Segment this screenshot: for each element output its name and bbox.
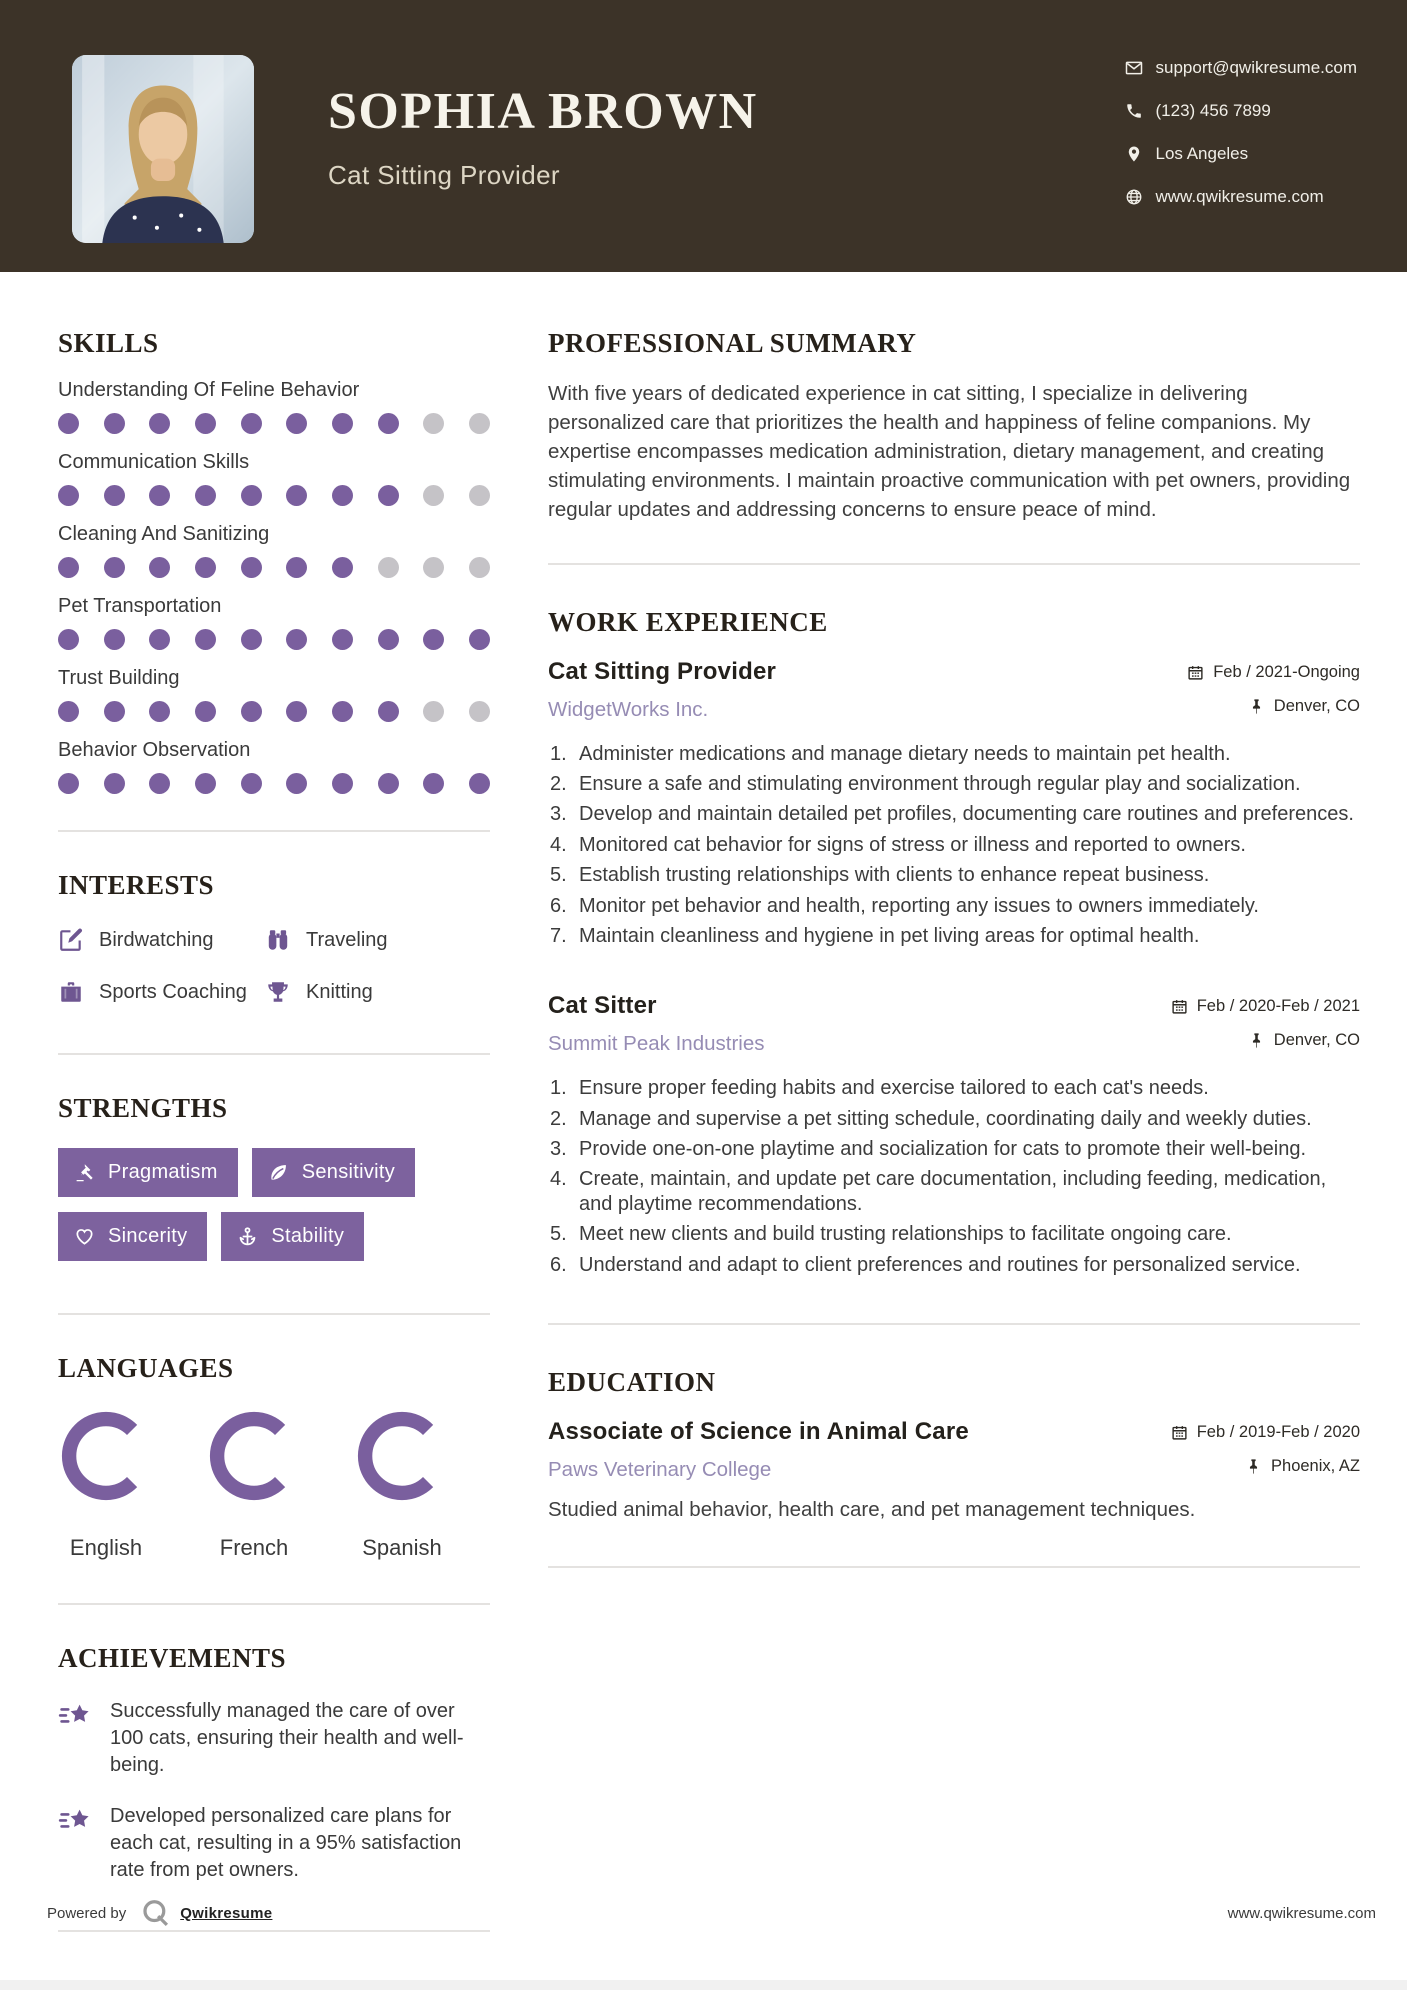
job-header (548, 992, 1360, 1056)
divider (58, 1930, 490, 1932)
rating-dot (195, 773, 216, 794)
rating-dot (378, 773, 399, 794)
interest-item (265, 927, 490, 953)
rating-dot (241, 773, 262, 794)
rating-dot (378, 485, 399, 506)
rating-dot (423, 701, 444, 722)
rating-dot (195, 701, 216, 722)
education-description: Studied animal behavior, health care, and pet management techniques. (548, 1498, 1196, 1522)
language-proficiency-arc (208, 1410, 300, 1507)
job-meta (1171, 992, 1360, 1050)
leaf-icon (268, 1162, 289, 1183)
language-label: Spanish (362, 1535, 442, 1560)
page-bottom-edge (0, 1980, 1407, 1990)
envelope-icon (1125, 59, 1143, 77)
achievement-text: Developed personalized care plans for each cat, resulting in a 95% satisfaction rate from pet owners. (110, 1805, 462, 1881)
location-pin-icon (1245, 1458, 1262, 1475)
rating-dot (241, 629, 262, 650)
contact-list (1125, 58, 1358, 207)
job-date-row (1187, 663, 1360, 682)
skill-item (58, 667, 490, 722)
skill-item (58, 451, 490, 506)
job-bullet: Ensure proper feeding habits and exercise tailored to each cat's needs. (579, 1077, 1209, 1100)
powered-by-label: Powered by (47, 1904, 127, 1922)
job-bullet: Ensure a safe and stimulating environment through regular play and socialization. (579, 772, 1301, 795)
education-date: Feb / 2019-Feb / 2020 (1196, 1423, 1360, 1442)
job-company: Summit Peak Industries (548, 1032, 765, 1056)
language-proficiency-arc (356, 1410, 448, 1507)
rating-dot (195, 485, 216, 506)
contact-text: Los Angeles (1155, 144, 1249, 163)
contact-row (1125, 58, 1358, 78)
rating-dot (241, 413, 262, 434)
rating-dot (58, 701, 79, 722)
job-bullet-list (548, 742, 1360, 949)
rating-dot (423, 413, 444, 434)
job-bullet: Monitor pet behavior and health, reporting any issues to owners immediately. (579, 894, 1259, 917)
achievements-heading: ACHIEVEMENTS (58, 1643, 287, 1673)
profile-photo (72, 55, 254, 243)
trophy-icon (265, 979, 291, 1005)
job-bullet: Create, maintain, and update pet care documentation, including feeding, medication, and playtime recommendations. (579, 1168, 1327, 1215)
location-pin-icon (1248, 1032, 1265, 1049)
interests-heading: INTERESTS (58, 870, 215, 900)
job-bullet: Understand and adapt to client preferences and routines for personalized service. (579, 1253, 1301, 1276)
rating-dot (469, 485, 490, 506)
job-title: Cat Sitting Provider (548, 657, 777, 685)
rating-dot (241, 557, 262, 578)
shooting-star-icon (58, 1806, 94, 1836)
rating-dot (469, 629, 490, 650)
rating-dot (332, 773, 353, 794)
skill-label: Cleaning And Sanitizing (58, 523, 270, 545)
rating-dot (149, 701, 170, 722)
job-bullet-list (548, 1076, 1360, 1277)
hammer-icon (74, 1162, 95, 1183)
language-item (58, 1410, 154, 1561)
strength-label: Stability (271, 1225, 345, 1247)
rating-dot (58, 485, 79, 506)
calendar-icon (1171, 998, 1188, 1015)
contact-text: www.qwikresume.com (1155, 187, 1324, 206)
summary-heading: PROFESSIONAL SUMMARY (548, 328, 917, 358)
candidate-name: SOPHIA BROWN (328, 83, 758, 140)
rating-dot (195, 557, 216, 578)
phone-icon (1125, 102, 1143, 120)
skills-list (58, 379, 490, 794)
footer (47, 1898, 1376, 1928)
skill-rating-dots (58, 629, 490, 650)
rating-dot (332, 485, 353, 506)
rating-dot (104, 557, 125, 578)
interest-item (265, 979, 490, 1005)
language-proficiency-arc (60, 1410, 152, 1507)
skill-label: Pet Transportation (58, 595, 222, 617)
job-header (548, 658, 1360, 722)
location-pin-icon (1248, 698, 1265, 715)
interest-label: Knitting (306, 980, 373, 1003)
job-meta (1187, 658, 1360, 716)
rating-dot (104, 485, 125, 506)
divider (548, 1566, 1360, 1568)
main-column (548, 272, 1360, 1568)
rating-dot (104, 629, 125, 650)
contact-row (1125, 187, 1358, 207)
skill-label: Communication Skills (58, 451, 250, 473)
interest-item (58, 979, 265, 1005)
education-heading: EDUCATION (548, 1367, 716, 1398)
skill-rating-dots (58, 773, 490, 794)
language-label: English (69, 1535, 143, 1560)
strength-badge (58, 1212, 207, 1261)
achievement-text: Successfully managed the care of over 100 cats, ensuring their health and well-being. (110, 1700, 464, 1776)
rating-dot (286, 485, 307, 506)
rating-dot (469, 413, 490, 434)
job-bullet: Provide one-on-one playtime and socialization for cats to promote their well-being. (579, 1138, 1307, 1161)
job-entry (548, 658, 1360, 949)
calendar-icon (1187, 664, 1204, 681)
rating-dot (149, 773, 170, 794)
job-bullet: Monitored cat behavior for signs of stress or illness and reported to owners. (579, 833, 1246, 856)
job-location-row (1248, 697, 1360, 716)
rating-dot (286, 629, 307, 650)
language-item (354, 1410, 450, 1561)
rating-dot (58, 413, 79, 434)
job-bullet: Administer medications and manage dietary needs to maintain pet health. (579, 742, 1231, 765)
skill-label: Understanding Of Feline Behavior (58, 379, 360, 401)
skills-heading: SKILLS (58, 328, 159, 358)
rating-dot (469, 701, 490, 722)
divider (58, 1053, 490, 1055)
divider (548, 563, 1360, 565)
contact-row (1125, 101, 1358, 121)
anchor-icon (237, 1226, 258, 1247)
job-location-row (1248, 1031, 1360, 1050)
rating-dot (423, 557, 444, 578)
skill-item (58, 523, 490, 578)
rating-dot (378, 557, 399, 578)
content (0, 272, 1407, 1950)
job-bullet: Develop and maintain detailed pet profiles, documenting care routines and preferences. (579, 803, 1354, 826)
achievement-item (58, 1698, 490, 1779)
calendar-icon (1171, 1424, 1188, 1441)
languages-list (58, 1410, 490, 1561)
strength-badge (58, 1148, 238, 1197)
divider (58, 1603, 490, 1605)
rating-dot (378, 629, 399, 650)
rating-dot (286, 557, 307, 578)
job-bullet: Manage and supervise a pet sitting schedule, coordinating daily and weekly duties. (579, 1107, 1312, 1130)
job-bullet: Meet new clients and build trusting relationships to facilitate ongoing care. (579, 1223, 1232, 1246)
job-title-block (548, 992, 764, 1056)
interest-item (58, 927, 265, 953)
rating-dot (469, 557, 490, 578)
job-entry (548, 992, 1360, 1277)
qwikresume-link[interactable]: Qwikresume (180, 1904, 273, 1922)
job-date-row (1171, 997, 1360, 1016)
achievements-list (58, 1698, 490, 1884)
rating-dot (423, 773, 444, 794)
job-company: WidgetWorks Inc. (548, 697, 709, 721)
rating-dot (58, 557, 79, 578)
interests-list (58, 927, 490, 1005)
divider (58, 1313, 490, 1315)
interest-label: Sports Coaching (99, 980, 247, 1003)
rating-dot (104, 701, 125, 722)
profile-photo-illustration (72, 55, 254, 243)
divider (548, 1323, 1360, 1325)
rating-dot (332, 701, 353, 722)
contact-text: (123) 456 7899 (1155, 101, 1271, 120)
skill-rating-dots (58, 413, 490, 434)
job-title-block (548, 658, 776, 722)
rating-dot (195, 413, 216, 434)
strength-badge (252, 1148, 415, 1197)
skill-label: Behavior Observation (58, 739, 251, 761)
job-location: Denver, CO (1273, 696, 1360, 715)
rating-dot (469, 773, 490, 794)
rating-dot (286, 701, 307, 722)
interest-label: Birdwatching (99, 928, 214, 951)
rating-dot (104, 773, 125, 794)
strength-badge (221, 1212, 364, 1261)
experience-heading: WORK EXPERIENCE (548, 606, 828, 637)
candidate-title: Cat Sitting Provider (328, 160, 560, 190)
interest-label: Traveling (306, 928, 388, 951)
rating-dot (332, 557, 353, 578)
rating-dot (423, 629, 444, 650)
qwikresume-logo-icon (140, 1898, 170, 1928)
strengths-list (58, 1148, 490, 1261)
rating-dot (58, 773, 79, 794)
skill-rating-dots (58, 485, 490, 506)
rating-dot (286, 773, 307, 794)
summary-text: With five years of dedicated experience in cat sitting, I specialize in delivering personalized care that prioritizes the health and happiness of feline companions. My expertise encompasses medication administration, dietary management, and creating stimulating environments. I maintain proactive communication with pet owners, providing regular updates and addressing concerns to ensure peace of mind. (548, 382, 1351, 522)
rating-dot (332, 629, 353, 650)
skill-item (58, 739, 490, 794)
language-item (206, 1410, 302, 1561)
contact-text: support@qwikresume.com (1155, 58, 1357, 77)
strength-label: Sensitivity (301, 1161, 396, 1183)
shooting-star-icon (58, 1701, 94, 1731)
rating-dot (378, 413, 399, 434)
rating-dot (149, 485, 170, 506)
header (0, 0, 1407, 272)
languages-heading: LANGUAGES (58, 1353, 234, 1383)
job-date: Feb / 2021-Ongoing (1213, 662, 1360, 681)
briefcase-icon (58, 979, 84, 1005)
skill-item (58, 379, 490, 434)
strengths-heading: STRENGTHS (58, 1093, 228, 1123)
job-location: Denver, CO (1273, 1031, 1360, 1050)
experience-list (548, 658, 1360, 1277)
rating-dot (195, 629, 216, 650)
skill-label: Trust Building (58, 667, 180, 689)
heart-icon (74, 1226, 95, 1247)
globe-icon (1125, 188, 1143, 206)
binoculars-icon (265, 927, 291, 953)
rating-dot (423, 485, 444, 506)
rating-dot (241, 485, 262, 506)
rating-dot (332, 413, 353, 434)
job-date: Feb / 2020-Feb / 2021 (1196, 997, 1360, 1016)
rating-dot (149, 629, 170, 650)
divider (58, 830, 490, 832)
education-degree: Associate of Science in Animal Care (548, 1418, 969, 1446)
education-school: Paws Veterinary College (548, 1458, 772, 1482)
rating-dot (286, 413, 307, 434)
job-bullet: Maintain cleanliness and hygiene in pet living areas for optimal health. (579, 924, 1200, 947)
job-bullet: Establish trusting relationships with clients to enhance repeat business. (579, 864, 1210, 887)
rating-dot (149, 413, 170, 434)
rating-dot (241, 701, 262, 722)
rating-dot (58, 629, 79, 650)
skill-rating-dots (58, 557, 490, 578)
footer-website: www.qwikresume.com (1227, 1904, 1376, 1922)
job-title: Cat Sitter (548, 992, 657, 1020)
pin-icon (1125, 145, 1143, 163)
skill-item (58, 595, 490, 650)
pencil-square-icon (58, 927, 84, 953)
skill-rating-dots (58, 701, 490, 722)
education-entry (548, 1418, 1360, 1522)
sidebar (58, 272, 490, 1950)
strength-label: Pragmatism (108, 1161, 218, 1183)
rating-dot (149, 557, 170, 578)
rating-dot (378, 701, 399, 722)
rating-dot (104, 413, 125, 434)
achievement-item (58, 1803, 490, 1884)
strength-label: Sincerity (108, 1225, 188, 1247)
language-label: French (219, 1535, 289, 1560)
education-location: Phoenix, AZ (1271, 1457, 1360, 1476)
contact-row (1125, 144, 1358, 164)
